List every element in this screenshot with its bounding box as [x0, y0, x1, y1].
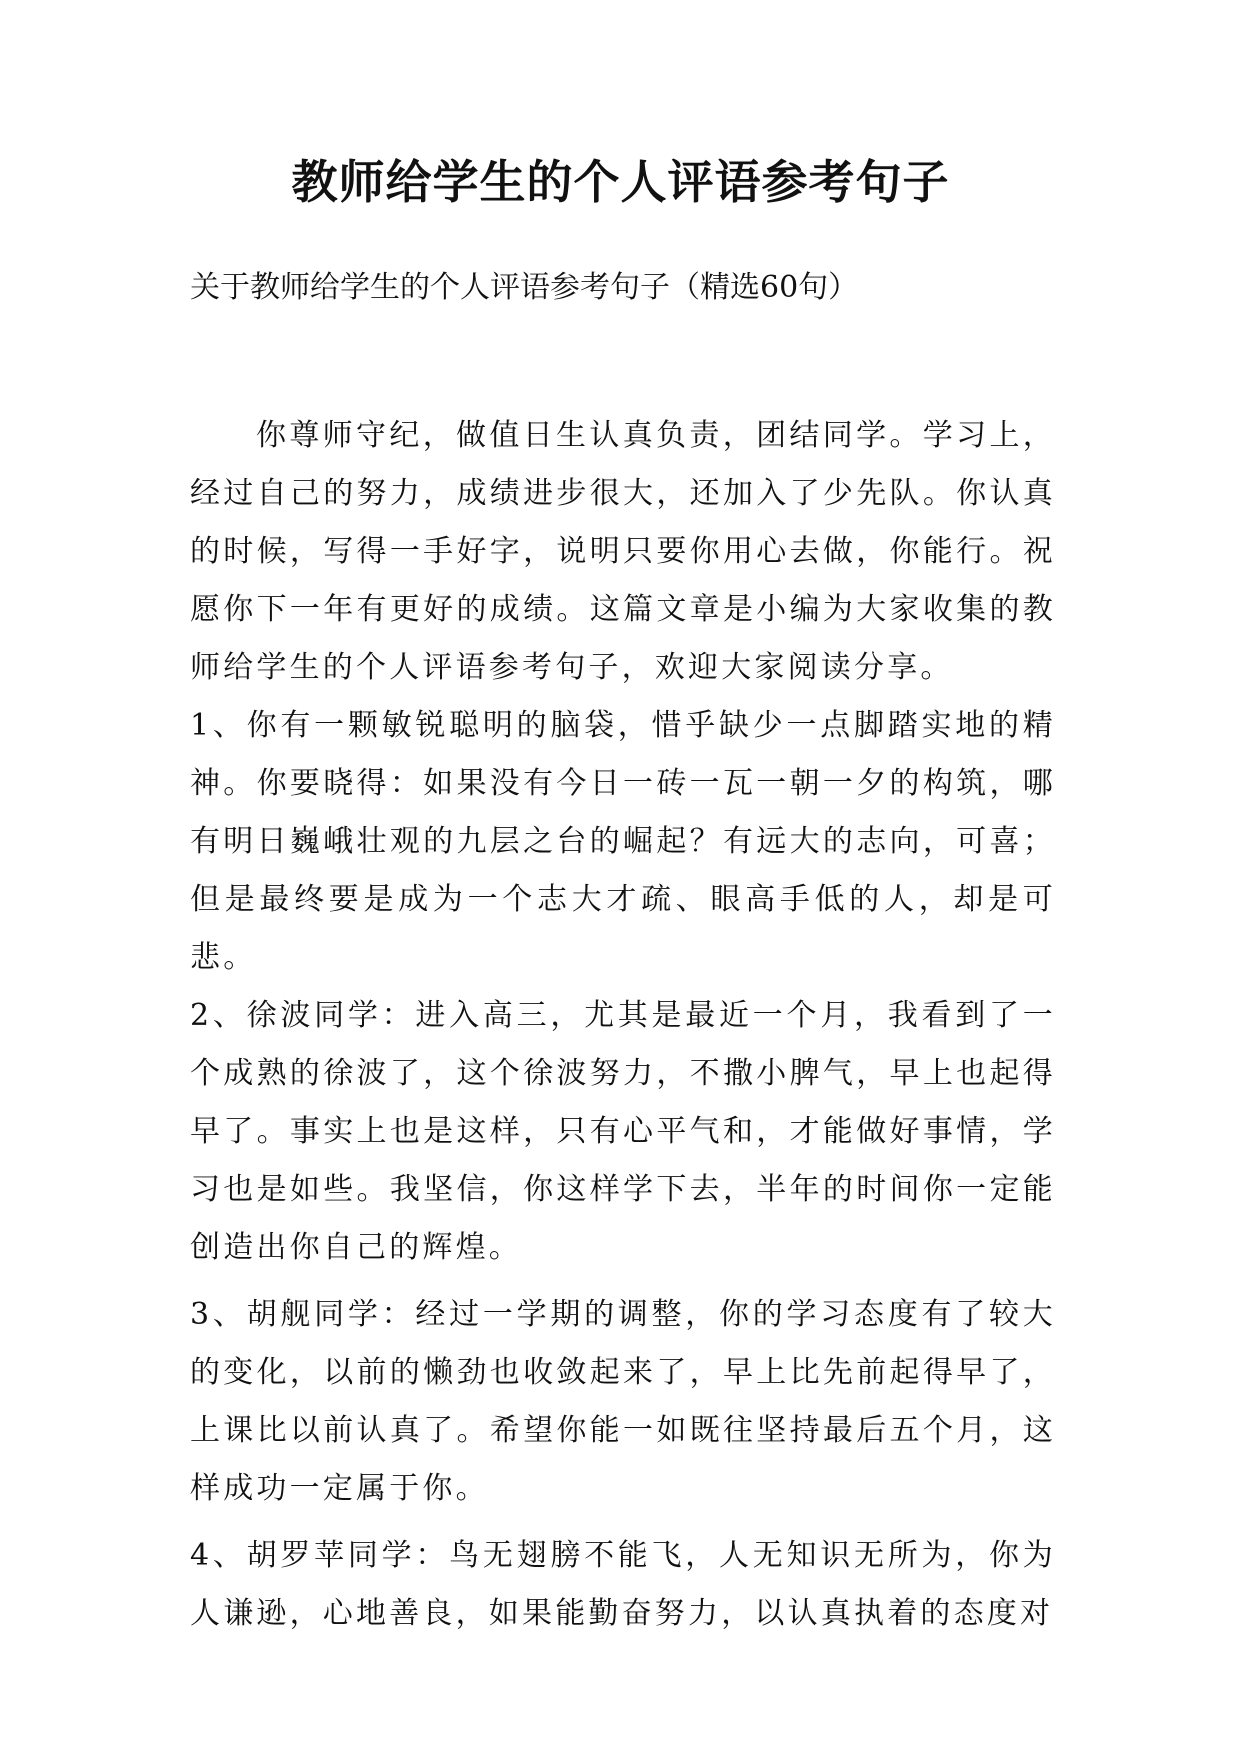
document-body: [190, 407, 1056, 1643]
intro-paragraph: 你尊师守纪，做值日生认真负责，团结同学。学习上，经过自己的努力，成绩进步很大，还加入了少先队。你认真的时候，写得一手好字，说明只要你用心去做，你能行。祝愿你下一年有更好的成绩。这篇文章是小编为大家收集的教师给学生的个人评语参考句子，欢迎大家阅读分享。: [190, 418, 1056, 685]
comment-item-4: 4、胡罗苹同学：鸟无翅膀不能飞，人无知识无所为，你为人谦逊，心地善良，如果能勤奋努力，以认真执着的态度对: [190, 1538, 1056, 1631]
document-subtitle: 关于教师给学生的个人评语参考句子（精选60句）: [190, 270, 859, 305]
document-title: 教师给学生的个人评语参考句子: [291, 155, 950, 209]
comment-item-1: 1、你有一颗敏锐聪明的脑袋，惜乎缺少一点脚踏实地的精神。你要晓得：如果没有今日一砖一瓦一朝一夕的构筑，哪有明日巍峨壮观的九层之台的崛起？有远大的志向，可喜；但是最终要是成为一个志大才疏、眼高手低的人，却是可悲。: [190, 708, 1056, 975]
comment-item-3: 3、胡舰同学：经过一学期的调整，你的学习态度有了较大的变化，以前的懒劲也收敛起来了，早上比先前起得早了，上课比以前认真了。希望你能一如既往坚持最后五个月，这样成功一定属于你。: [190, 1297, 1056, 1506]
comment-item-2: 2、徐波同学：进入高三，尤其是最近一个月，我看到了一个成熟的徐波了，这个徐波努力，不撒小脾气，早上也起得早了。事实上也是这样，只有心平气和，才能做好事情，学习也是如些。我坚信，你这样学下去，半年的时间你一定能创造出你自己的辉煌。: [190, 998, 1056, 1265]
